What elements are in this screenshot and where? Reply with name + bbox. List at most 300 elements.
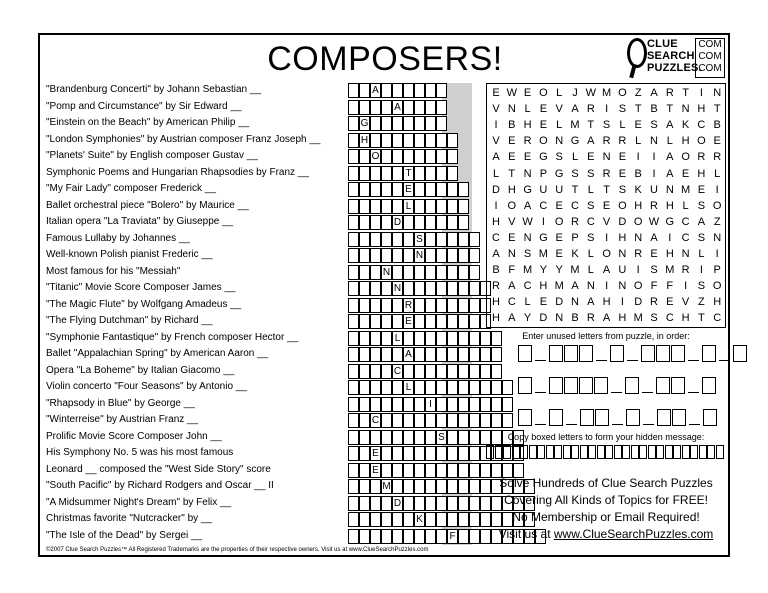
answer-cell[interactable] <box>447 133 458 148</box>
answer-cell[interactable] <box>359 248 370 263</box>
answer-cell[interactable] <box>414 364 425 379</box>
answer-cell[interactable] <box>359 380 370 395</box>
answer-cell[interactable] <box>370 248 381 263</box>
answer-cell[interactable] <box>381 215 392 230</box>
answer-cell[interactable] <box>370 281 381 296</box>
hidden-message-box[interactable] <box>588 445 596 459</box>
answer-cell[interactable] <box>436 116 447 131</box>
answer-cell[interactable] <box>425 149 436 164</box>
answer-cell[interactable] <box>425 265 436 280</box>
answer-cell[interactable] <box>381 529 392 544</box>
answer-cell[interactable] <box>381 281 392 296</box>
answer-cell[interactable] <box>359 496 370 511</box>
answer-cell[interactable]: E <box>403 182 414 197</box>
unused-letter-box[interactable] <box>549 377 563 394</box>
answer-cell[interactable] <box>392 380 403 395</box>
unused-letter-blank[interactable] <box>688 392 699 393</box>
answer-cell[interactable] <box>447 463 458 478</box>
answer-cell[interactable] <box>414 100 425 115</box>
unused-letter-box[interactable] <box>733 345 747 362</box>
answer-cell[interactable] <box>414 182 425 197</box>
answer-cell[interactable] <box>469 331 480 346</box>
hidden-message-box[interactable] <box>622 445 630 459</box>
answer-cell[interactable] <box>458 199 469 214</box>
answer-cell[interactable] <box>414 83 425 98</box>
answer-cell[interactable] <box>436 446 447 461</box>
answer-cell[interactable] <box>359 512 370 527</box>
answer-cell[interactable] <box>348 133 359 148</box>
hidden-message-box[interactable] <box>682 445 690 459</box>
unused-letter-blank[interactable] <box>596 360 607 361</box>
website-link[interactable]: www.ClueSearchPuzzles.com <box>553 527 714 541</box>
answer-cell[interactable] <box>425 380 436 395</box>
answer-cell[interactable] <box>469 479 480 494</box>
hidden-message-box[interactable] <box>639 445 647 459</box>
answer-cell[interactable] <box>436 199 447 214</box>
hidden-message-box[interactable] <box>520 445 528 459</box>
answer-cell[interactable] <box>381 512 392 527</box>
hidden-message-box[interactable] <box>707 445 715 459</box>
answer-cell[interactable] <box>370 265 381 280</box>
answer-cell[interactable] <box>348 331 359 346</box>
answer-cell[interactable] <box>370 116 381 131</box>
answer-cell[interactable] <box>381 331 392 346</box>
answer-cell[interactable] <box>447 380 458 395</box>
unused-letter-box[interactable] <box>579 345 593 362</box>
hidden-message-box[interactable] <box>537 445 545 459</box>
answer-cell[interactable] <box>436 397 447 412</box>
answer-cell[interactable] <box>425 479 436 494</box>
answer-cell[interactable] <box>381 463 392 478</box>
answer-cell[interactable] <box>348 430 359 445</box>
answer-cell[interactable] <box>359 182 370 197</box>
answer-cell[interactable] <box>381 298 392 313</box>
hidden-message-box[interactable] <box>656 445 664 459</box>
answer-cell[interactable] <box>425 100 436 115</box>
unused-letter-box[interactable] <box>564 377 578 394</box>
answer-cell[interactable] <box>359 430 370 445</box>
answer-cell[interactable] <box>425 116 436 131</box>
hidden-message-box[interactable] <box>486 445 494 459</box>
hidden-message-box[interactable] <box>597 445 605 459</box>
answer-cell[interactable] <box>458 529 469 544</box>
answer-cell[interactable] <box>381 83 392 98</box>
unused-letter-blank[interactable] <box>535 392 546 393</box>
answer-cell[interactable] <box>425 463 436 478</box>
answer-cell[interactable] <box>469 430 480 445</box>
answer-cell[interactable] <box>414 463 425 478</box>
answer-cell[interactable] <box>370 512 381 527</box>
answer-cell[interactable] <box>348 529 359 544</box>
answer-cell[interactable] <box>348 232 359 247</box>
answer-cell[interactable] <box>348 380 359 395</box>
answer-cell[interactable] <box>425 83 436 98</box>
hidden-message-box[interactable] <box>580 445 588 459</box>
answer-cell[interactable] <box>392 479 403 494</box>
answer-cell[interactable] <box>403 479 414 494</box>
hidden-message-box[interactable] <box>605 445 613 459</box>
hidden-message-box[interactable] <box>571 445 579 459</box>
unused-letter-blank[interactable] <box>719 360 730 361</box>
unused-letter-box[interactable] <box>518 409 532 426</box>
hidden-message-box[interactable] <box>690 445 698 459</box>
hidden-message-box[interactable] <box>648 445 656 459</box>
answer-cell[interactable] <box>403 281 414 296</box>
answer-cell[interactable]: E <box>370 463 381 478</box>
answer-cell[interactable] <box>425 281 436 296</box>
answer-cell[interactable] <box>359 529 370 544</box>
answer-cell[interactable] <box>381 496 392 511</box>
answer-cell[interactable] <box>348 314 359 329</box>
answer-cell[interactable] <box>414 298 425 313</box>
answer-cell[interactable] <box>359 364 370 379</box>
answer-cell[interactable] <box>348 413 359 428</box>
answer-cell[interactable] <box>359 397 370 412</box>
answer-cell[interactable] <box>469 314 480 329</box>
answer-cell[interactable] <box>403 463 414 478</box>
answer-cell[interactable]: N <box>415 250 424 261</box>
answer-cell[interactable] <box>480 413 491 428</box>
answer-cell[interactable] <box>381 166 392 181</box>
answer-cell[interactable] <box>381 149 392 164</box>
answer-cell[interactable] <box>392 166 403 181</box>
answer-cell[interactable] <box>436 364 447 379</box>
unused-letter-box[interactable] <box>702 345 716 362</box>
answer-cell[interactable]: F <box>447 529 458 544</box>
answer-cell[interactable] <box>359 347 370 362</box>
answer-cell[interactable] <box>348 496 359 511</box>
answer-cell[interactable] <box>403 265 414 280</box>
answer-cell[interactable]: L <box>392 331 403 346</box>
answer-cell[interactable] <box>414 331 425 346</box>
answer-cell[interactable] <box>425 364 436 379</box>
answer-cell[interactable] <box>469 248 480 263</box>
answer-cell[interactable] <box>392 149 403 164</box>
answer-cell[interactable] <box>414 496 425 511</box>
answer-cell[interactable] <box>381 397 392 412</box>
answer-cell[interactable] <box>348 248 359 263</box>
answer-cell[interactable] <box>348 347 359 362</box>
answer-cell[interactable] <box>359 413 370 428</box>
unused-letter-box[interactable] <box>595 409 609 426</box>
answer-cell[interactable] <box>359 166 370 181</box>
answer-cell[interactable] <box>425 512 436 527</box>
answer-cell[interactable] <box>403 133 414 148</box>
answer-cell[interactable] <box>392 529 403 544</box>
answer-cell[interactable] <box>436 265 447 280</box>
answer-cell[interactable] <box>359 149 370 164</box>
unused-letter-box[interactable] <box>656 345 670 362</box>
answer-cell[interactable] <box>425 166 436 181</box>
answer-cell[interactable] <box>370 529 381 544</box>
answer-cell[interactable]: S <box>414 232 425 247</box>
answer-cell[interactable] <box>370 133 381 148</box>
answer-cell[interactable]: C <box>371 415 380 426</box>
answer-cell[interactable] <box>458 347 469 362</box>
answer-cell[interactable] <box>381 314 392 329</box>
answer-cell[interactable] <box>414 116 425 131</box>
answer-cell[interactable] <box>502 380 513 395</box>
answer-cell[interactable] <box>425 215 436 230</box>
answer-cell[interactable] <box>359 83 370 98</box>
answer-cell[interactable] <box>414 215 425 230</box>
unused-letter-blank[interactable] <box>689 424 700 425</box>
answer-cell[interactable] <box>436 380 447 395</box>
answer-cell[interactable] <box>458 413 469 428</box>
answer-cell[interactable] <box>436 232 447 247</box>
answer-cell[interactable] <box>392 430 403 445</box>
answer-cell[interactable] <box>392 199 403 214</box>
answer-cell[interactable] <box>381 232 392 247</box>
answer-cell[interactable] <box>392 133 403 148</box>
answer-cell[interactable] <box>403 331 414 346</box>
answer-cell[interactable] <box>348 298 359 313</box>
hidden-message-box[interactable] <box>673 445 681 459</box>
answer-cell[interactable] <box>348 100 359 115</box>
unused-letter-blank[interactable] <box>627 360 638 361</box>
answer-cell[interactable] <box>392 248 403 263</box>
answer-cell[interactable] <box>381 100 392 115</box>
unused-letter-box[interactable] <box>549 345 563 362</box>
answer-cell[interactable]: D <box>393 217 402 228</box>
answer-cell[interactable] <box>403 397 414 412</box>
answer-cell[interactable] <box>502 397 513 412</box>
answer-cell[interactable] <box>436 100 447 115</box>
answer-cell[interactable] <box>392 232 403 247</box>
answer-cell[interactable]: E <box>403 314 414 329</box>
answer-cell[interactable] <box>425 446 436 461</box>
answer-cell[interactable] <box>370 347 381 362</box>
unused-letter-blank[interactable] <box>566 424 577 425</box>
answer-cell[interactable] <box>458 331 469 346</box>
answer-cell[interactable] <box>425 331 436 346</box>
answer-cell[interactable] <box>414 133 425 148</box>
answer-cell[interactable] <box>436 133 447 148</box>
answer-cell[interactable]: G <box>360 118 369 129</box>
answer-cell[interactable] <box>491 364 502 379</box>
answer-cell[interactable] <box>458 298 469 313</box>
answer-cell[interactable] <box>425 199 436 214</box>
answer-cell[interactable] <box>403 364 414 379</box>
answer-cell[interactable] <box>447 397 458 412</box>
unused-letter-blank[interactable] <box>643 424 654 425</box>
answer-cell[interactable] <box>359 298 370 313</box>
unused-letter-box[interactable] <box>702 377 716 394</box>
answer-cell[interactable] <box>447 248 458 263</box>
answer-cell[interactable] <box>447 149 458 164</box>
answer-cell[interactable]: I <box>425 397 436 412</box>
unused-letter-box[interactable] <box>671 377 685 394</box>
answer-cell[interactable] <box>348 281 359 296</box>
answer-cell[interactable] <box>392 265 403 280</box>
answer-cell[interactable] <box>458 512 469 527</box>
unused-letter-box[interactable] <box>564 345 578 362</box>
unused-letter-box[interactable] <box>580 409 594 426</box>
answer-cell[interactable] <box>425 529 436 544</box>
answer-cell[interactable] <box>381 133 392 148</box>
answer-cell[interactable] <box>381 182 392 197</box>
answer-cell[interactable] <box>458 265 469 280</box>
answer-cell[interactable] <box>436 331 447 346</box>
answer-cell[interactable] <box>469 397 480 412</box>
answer-cell[interactable] <box>381 413 392 428</box>
answer-cell[interactable] <box>414 446 425 461</box>
hidden-message-box[interactable] <box>495 445 503 459</box>
answer-cell[interactable] <box>359 314 370 329</box>
answer-cell[interactable] <box>403 496 414 511</box>
answer-cell[interactable] <box>436 413 447 428</box>
answer-cell[interactable] <box>359 199 370 214</box>
answer-cell[interactable] <box>392 116 403 131</box>
unused-letter-box[interactable] <box>518 345 532 362</box>
answer-cell[interactable] <box>414 314 425 329</box>
answer-cell[interactable] <box>381 199 392 214</box>
answer-cell[interactable] <box>359 265 370 280</box>
answer-cell[interactable] <box>392 182 403 197</box>
answer-cell[interactable]: D <box>393 497 402 509</box>
answer-cell[interactable] <box>370 298 381 313</box>
answer-cell[interactable]: H <box>360 134 369 146</box>
answer-cell[interactable] <box>392 446 403 461</box>
answer-cell[interactable] <box>458 496 469 511</box>
answer-cell[interactable] <box>447 479 458 494</box>
answer-cell[interactable] <box>359 463 370 478</box>
hidden-message-box[interactable] <box>554 445 562 459</box>
answer-cell[interactable] <box>414 397 425 412</box>
unused-letter-box[interactable] <box>641 345 655 362</box>
unused-letter-blank[interactable] <box>535 360 546 361</box>
answer-cell[interactable] <box>458 430 469 445</box>
answer-cell[interactable] <box>348 166 359 181</box>
answer-cell[interactable] <box>447 265 458 280</box>
answer-cell[interactable] <box>447 281 458 296</box>
hidden-message-box[interactable] <box>665 445 673 459</box>
answer-cell[interactable] <box>447 512 458 527</box>
answer-cell[interactable] <box>447 430 458 445</box>
answer-cell[interactable] <box>447 364 458 379</box>
answer-cell[interactable] <box>370 331 381 346</box>
answer-cell[interactable] <box>370 397 381 412</box>
answer-cell[interactable] <box>425 314 436 329</box>
unused-letter-box[interactable] <box>657 409 671 426</box>
hidden-message-box[interactable] <box>512 445 520 459</box>
answer-cell[interactable] <box>414 199 425 214</box>
answer-cell[interactable] <box>414 166 425 181</box>
answer-cell[interactable] <box>447 199 458 214</box>
answer-cell[interactable] <box>348 215 359 230</box>
answer-cell[interactable] <box>414 380 425 395</box>
answer-cell[interactable] <box>403 248 414 263</box>
answer-cell[interactable] <box>447 347 458 362</box>
answer-cell[interactable] <box>370 182 381 197</box>
answer-cell[interactable] <box>458 463 469 478</box>
answer-cell[interactable] <box>381 347 392 362</box>
answer-cell[interactable] <box>425 430 436 445</box>
answer-cell[interactable] <box>502 413 513 428</box>
answer-cell[interactable] <box>436 182 447 197</box>
unused-letter-box[interactable] <box>672 409 686 426</box>
answer-cell[interactable]: R <box>404 299 413 311</box>
answer-cell[interactable]: N <box>393 283 402 294</box>
answer-cell[interactable] <box>414 413 425 428</box>
answer-cell[interactable]: S <box>436 430 447 445</box>
answer-cell[interactable]: L <box>403 199 414 214</box>
answer-cell[interactable] <box>458 380 469 395</box>
answer-cell[interactable] <box>403 446 414 461</box>
answer-cell[interactable]: A <box>392 100 403 115</box>
unused-letter-blank[interactable] <box>642 392 653 393</box>
answer-cell[interactable] <box>370 199 381 214</box>
answer-cell[interactable] <box>370 100 381 115</box>
answer-cell[interactable] <box>403 116 414 131</box>
answer-cell[interactable] <box>469 512 480 527</box>
answer-cell[interactable] <box>436 248 447 263</box>
unused-letter-box[interactable] <box>671 345 685 362</box>
answer-cell[interactable] <box>447 298 458 313</box>
answer-cell[interactable] <box>414 529 425 544</box>
answer-cell[interactable] <box>447 446 458 461</box>
answer-cell[interactable] <box>348 364 359 379</box>
answer-cell[interactable] <box>414 479 425 494</box>
answer-cell[interactable] <box>469 446 480 461</box>
answer-cell[interactable] <box>392 83 403 98</box>
answer-cell[interactable] <box>359 100 370 115</box>
answer-cell[interactable] <box>403 215 414 230</box>
answer-cell[interactable] <box>359 331 370 346</box>
answer-cell[interactable]: M <box>382 481 391 492</box>
answer-cell[interactable] <box>392 512 403 527</box>
hidden-message-box[interactable] <box>529 445 537 459</box>
answer-cell[interactable] <box>436 496 447 511</box>
answer-cell[interactable] <box>414 430 425 445</box>
answer-cell[interactable] <box>381 364 392 379</box>
answer-cell[interactable] <box>348 116 359 131</box>
answer-cell[interactable] <box>403 413 414 428</box>
answer-cell[interactable] <box>425 232 436 247</box>
answer-cell[interactable] <box>458 232 469 247</box>
answer-cell[interactable] <box>458 364 469 379</box>
answer-cell[interactable]: A <box>370 83 381 98</box>
hidden-message-box[interactable] <box>716 445 724 459</box>
answer-cell[interactable] <box>458 248 469 263</box>
answer-cell[interactable]: N <box>382 266 391 278</box>
unused-letter-box[interactable] <box>656 377 670 394</box>
answer-cell[interactable] <box>348 479 359 494</box>
answer-cell[interactable] <box>348 397 359 412</box>
unused-letter-box[interactable] <box>626 409 640 426</box>
answer-cell[interactable]: C <box>393 365 402 377</box>
answer-cell[interactable] <box>436 166 447 181</box>
unused-letter-blank[interactable] <box>688 360 699 361</box>
answer-cell[interactable] <box>447 413 458 428</box>
answer-cell[interactable] <box>348 182 359 197</box>
answer-cell[interactable]: L <box>403 380 414 395</box>
hidden-message-box[interactable] <box>699 445 707 459</box>
hidden-message-box[interactable] <box>546 445 554 459</box>
unused-letter-box[interactable] <box>703 409 717 426</box>
answer-cell[interactable] <box>392 413 403 428</box>
answer-cell[interactable] <box>447 314 458 329</box>
answer-cell[interactable] <box>370 430 381 445</box>
answer-cell[interactable] <box>403 529 414 544</box>
unused-letter-box[interactable] <box>579 377 593 394</box>
answer-cell[interactable] <box>414 149 425 164</box>
answer-cell[interactable] <box>370 166 381 181</box>
answer-cell[interactable] <box>480 347 491 362</box>
answer-cell[interactable] <box>359 281 370 296</box>
answer-cell[interactable] <box>359 446 370 461</box>
answer-cell[interactable] <box>436 529 447 544</box>
